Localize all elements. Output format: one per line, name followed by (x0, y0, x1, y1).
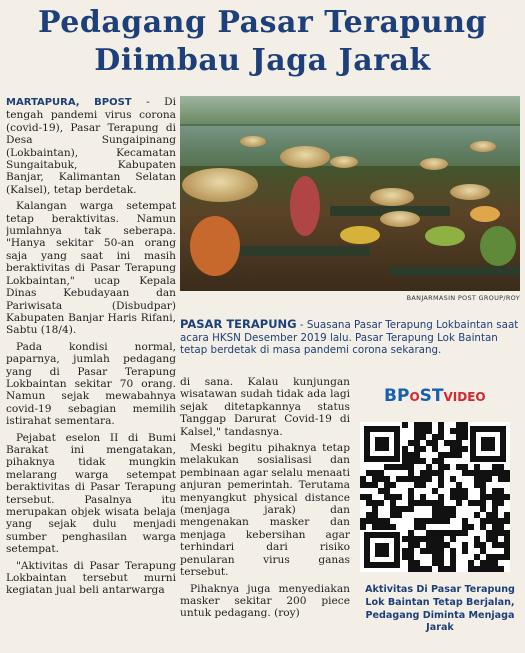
article-paragraph: Pihaknya juga menyediakan masker sekitar 200 piece untuk pedagang. (roy) (180, 582, 350, 620)
hat (420, 158, 448, 170)
river-bank (180, 96, 520, 124)
caption-title: PASAR TERAPUNG (180, 317, 297, 331)
logo-video: VIDEO (443, 390, 486, 404)
hat (450, 184, 490, 200)
hat (182, 168, 258, 202)
logo-letter: P (396, 386, 410, 406)
produce (290, 176, 320, 236)
logo-letter: O (409, 390, 420, 404)
boat (390, 266, 520, 276)
produce (480, 226, 516, 266)
logo-letter: B (384, 386, 397, 406)
hat (240, 136, 266, 147)
produce (470, 206, 500, 222)
article-paragraph: Pejabat eselon II di Bumi Barakat ini mengatakan, pihaknya tidak mungkin melarang warga setempat beraktivitas di Pasar Terapung tersebut. Pasalnya itu merupakan objek wisata belaja yang sejak dulu menjadi sumber penghasilan warga setempat. (6, 431, 176, 556)
bpost-video-logo (384, 386, 504, 408)
hat (330, 156, 358, 168)
article-paragraph: Pada kondisi normal, paparnya, jumlah pedagang yang di Pasar Terapung Lokbaintan sekitar 70 orang. Namun sejak mewabahnya covid-19 sebagian memilih istirahat sementara. (6, 340, 176, 428)
article-column-2 (180, 376, 350, 653)
qr-code[interactable] (360, 422, 510, 572)
hat (370, 188, 414, 206)
article-paragraph: Kalangan warga setempat tetap beraktivitas. Namun jumlahnya tak seberapa. "Hanya sekitar 50-an orang saja yang saat ini masih beraktivitas di Pasar Terapung Lokbaintan," ucap Kepala Dinas Kebudayaan dan Pariwisata (Disbudpar) Kabupaten Banjar Haris Rifani, Sabtu (18/4). (6, 200, 176, 337)
produce (425, 226, 465, 246)
dateline: MARTAPURA, BPOST (6, 97, 132, 108)
article-column-1 (6, 96, 176, 651)
market-photo (180, 96, 520, 291)
article-paragraph (6, 96, 176, 196)
hat (280, 146, 330, 168)
article-text: Di tengah pandemi virus corona (covid-19), Pasar Terapung di Desa Sungaipinang (Lokbaintan), Kecamatan Sungaitabuk, Kabupaten Banjar, Kalimantan Selatan (Kalsel), tetap berdetak. (6, 96, 176, 196)
photo-credit: BANJARMASIN POST GROUP/ROY (406, 294, 520, 302)
produce (340, 226, 380, 244)
hat (380, 211, 420, 227)
caption-text: - Suasana Pasar Terapung Lokbaintan saat acara HKSN Desember 2019 lalu. Pasar Terapung Lok Baintan tetap berdetak di masa pandemi corona sekarang. (180, 319, 519, 357)
article-paragraph: "Aktivitas di Pasar Terapung Lokbaintan tersebut murni kegiatan jual beli antarwarga (6, 559, 176, 597)
headline-line-1: Pedagang Pasar Terapung (38, 5, 487, 40)
produce (190, 216, 240, 276)
logo-letter: ST (419, 386, 444, 406)
headline-line-2: Diimbau Jaga Jarak (94, 43, 431, 78)
article-paragraph: di sana. Kalau kunjungan wisatawan sudah tidak ada lagi sejak ditetapkannya status Tanggap Darurat Covid-19 di Kalsel," tandasnya. (180, 376, 350, 438)
qr-code-graphic (360, 422, 510, 572)
hat (470, 141, 496, 152)
video-caption: Aktivitas Di Pasar Terapung Lok Baintan Tetap Berjalan, Pedagang Diminta Menjaga Jarak (365, 584, 515, 634)
headline (0, 4, 525, 80)
photo-caption (180, 318, 520, 357)
dateline-separator: - (146, 96, 165, 108)
article-paragraph: Meski begitu pihaknya tetap melakukan sosialisasi dan pembinaan agar selalu menaati anjuran pemerintah. Terutama menyangkut physical distance (menjaga jarak) dan mengenakan masker dan menjaga kebersihan agar terhindari dari risiko penularan virus ganas tersebut. (180, 442, 350, 579)
